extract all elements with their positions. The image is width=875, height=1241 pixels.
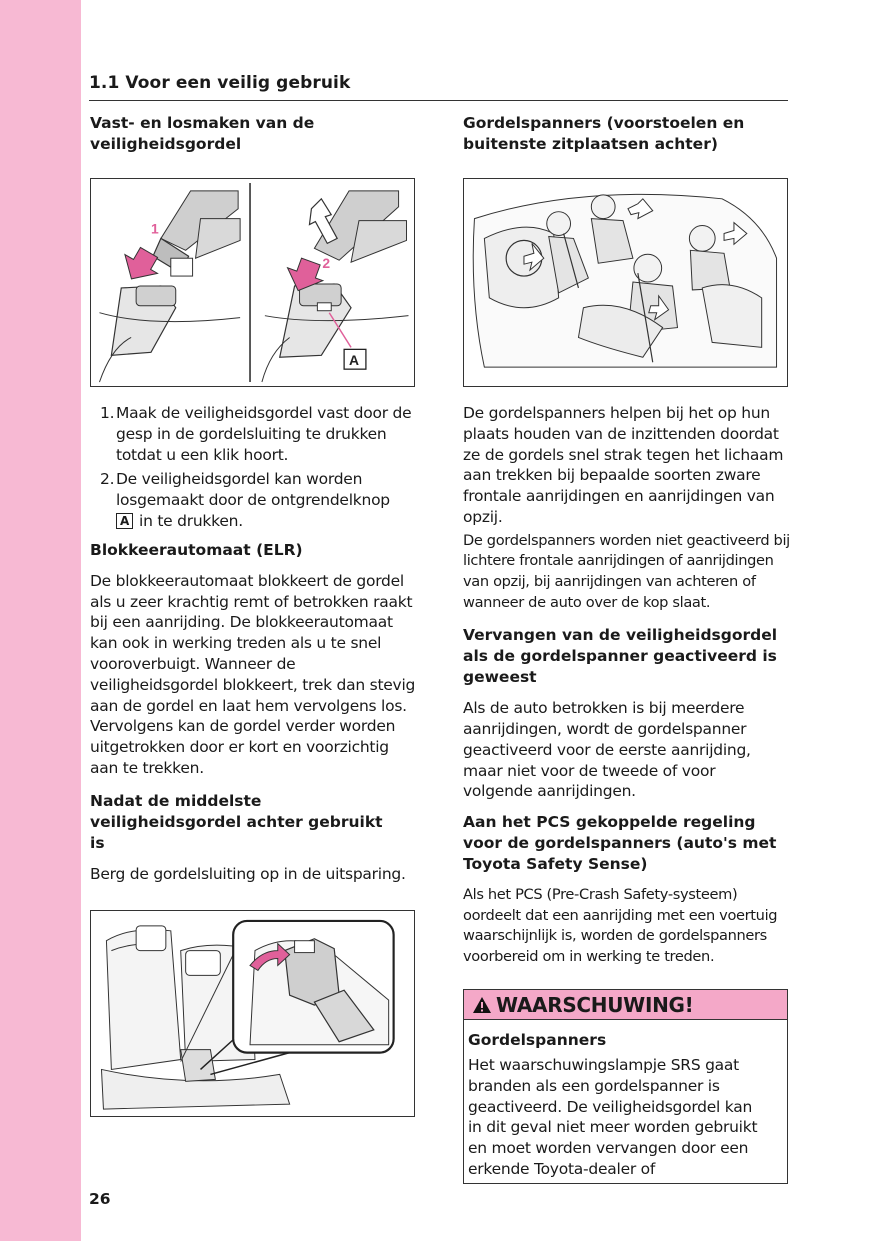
step-number: 1. <box>100 404 115 422</box>
step-text: Maak de veiligheidsgordel vast door de gesp in de gordelsluiting te drukken totdat u een klik hoort. <box>116 404 412 464</box>
paragraph-replace-belt: Als de auto betrokken is bij meerdere aanrijdingen, wordt de gordelspanner geactiveerd voor de eerste aanrijding, maar niet voor de tweede of voor volgende aanrijdingen. <box>463 699 751 801</box>
car-interior-illustration <box>464 179 787 386</box>
heading-replace-belt: Vervangen van de veiligheidsgordel als de gordelspanner geactiveerd is geweest <box>463 626 778 687</box>
left-column <box>90 113 420 1117</box>
fastening-steps <box>90 403 420 532</box>
right-column <box>463 113 793 968</box>
section-title: 1.1 Voor een veilig gebruik <box>89 73 351 93</box>
paragraph-pretensioners-2: De gordelspanners worden niet geactiveerd bij lichtere frontale aanrijdingen of aanrijdingen van opzij, bij aanrijdingen van achteren of wanneer de auto over de kop slaat. <box>463 531 790 611</box>
warning-title: WAARSCHUWING! <box>496 992 694 1017</box>
figure-pretensioners <box>463 178 788 387</box>
warning-header <box>464 990 787 1020</box>
paragraph-middle-belt: Berg de gordelsluiting op in de uitsparing. <box>90 864 406 883</box>
page-number: 26 <box>89 1190 111 1208</box>
step-text: De veiligheidsgordel kan worden losgemaakt door de ontgrendelknop <box>116 470 390 510</box>
step-text-end: in te drukken. <box>139 511 243 530</box>
buckle-illustration <box>91 179 414 386</box>
warning-triangle-icon <box>472 996 492 1014</box>
figure-rear-seat-buckle <box>90 910 415 1117</box>
heading-fastening: Vast- en losmaken van de veiligheidsgordel <box>90 114 315 153</box>
label-step-2: 2 <box>322 255 331 272</box>
heading-elr: Blokkeerautomaat (ELR) <box>90 540 303 559</box>
heading-pcs: Aan het PCS gekoppelde regeling voor de gordelspanners (auto's met Toyota Safety Sense) <box>463 813 777 874</box>
label-step-1: 1 <box>150 220 159 237</box>
warning-text: Het waarschuwingslampje SRS gaat branden als een gordelspanner is geactiveerd. De veiligheidsgordel kan in dit geval niet meer worden gebruikt en moet worden vervangen door een erkende Toyota-dealer of <box>468 1056 758 1178</box>
figure-buckle-fastening <box>90 178 415 387</box>
heading-pretensioners: Gordelspanners (voorstoelen en buitenste zitplaatsen achter) <box>463 114 745 153</box>
warning-body <box>464 1020 787 1180</box>
paragraph-pretensioners-1: De gordelspanners helpen bij het op hun plaats houden van de inzittenden doordat ze de gordels snel strak tegen het lichaam aan trekken bij bepaalde soorten zware frontale aanrijdingen en aanrijdingen van opzij. <box>463 404 784 526</box>
warning-box <box>463 989 788 1184</box>
label-release-button: A <box>349 352 360 369</box>
rear-seat-illustration <box>91 911 414 1116</box>
list-item <box>90 469 420 531</box>
heading-middle-belt: Nadat de middelste veiligheidsgordel achter gebruikt is <box>90 791 383 852</box>
paragraph-pcs: Als het PCS (Pre-Crash Safety-systeem) oordeelt dat een aanrijding met een voertuig waarschijnlijk is, worden de gordelspanners voorbereid om in werking te treden. <box>463 886 778 965</box>
warning-subheading: Gordelspanners <box>468 1031 607 1049</box>
list-item <box>90 403 420 465</box>
step-number: 2. <box>100 470 115 489</box>
chapter-side-tab <box>0 0 81 1241</box>
button-a-marker: A <box>116 513 133 529</box>
page-header <box>89 72 788 101</box>
paragraph-elr: De blokkeerautomaat blokkeert de gordel als u zeer krachtig remt of betrokken raakt bij een aanrijding. De blokkeerautomaat kan ook in werking treden als u te snel vooroverbuigt. Wanneer de veiligheidsgordel blokkeert, trek dan stevig aan de gordel en laat hem vervolgens los. Vervolgens kan de gordel verder worden uitgetrokken door er kort en voorzichtig aan te trekken. <box>90 571 416 777</box>
